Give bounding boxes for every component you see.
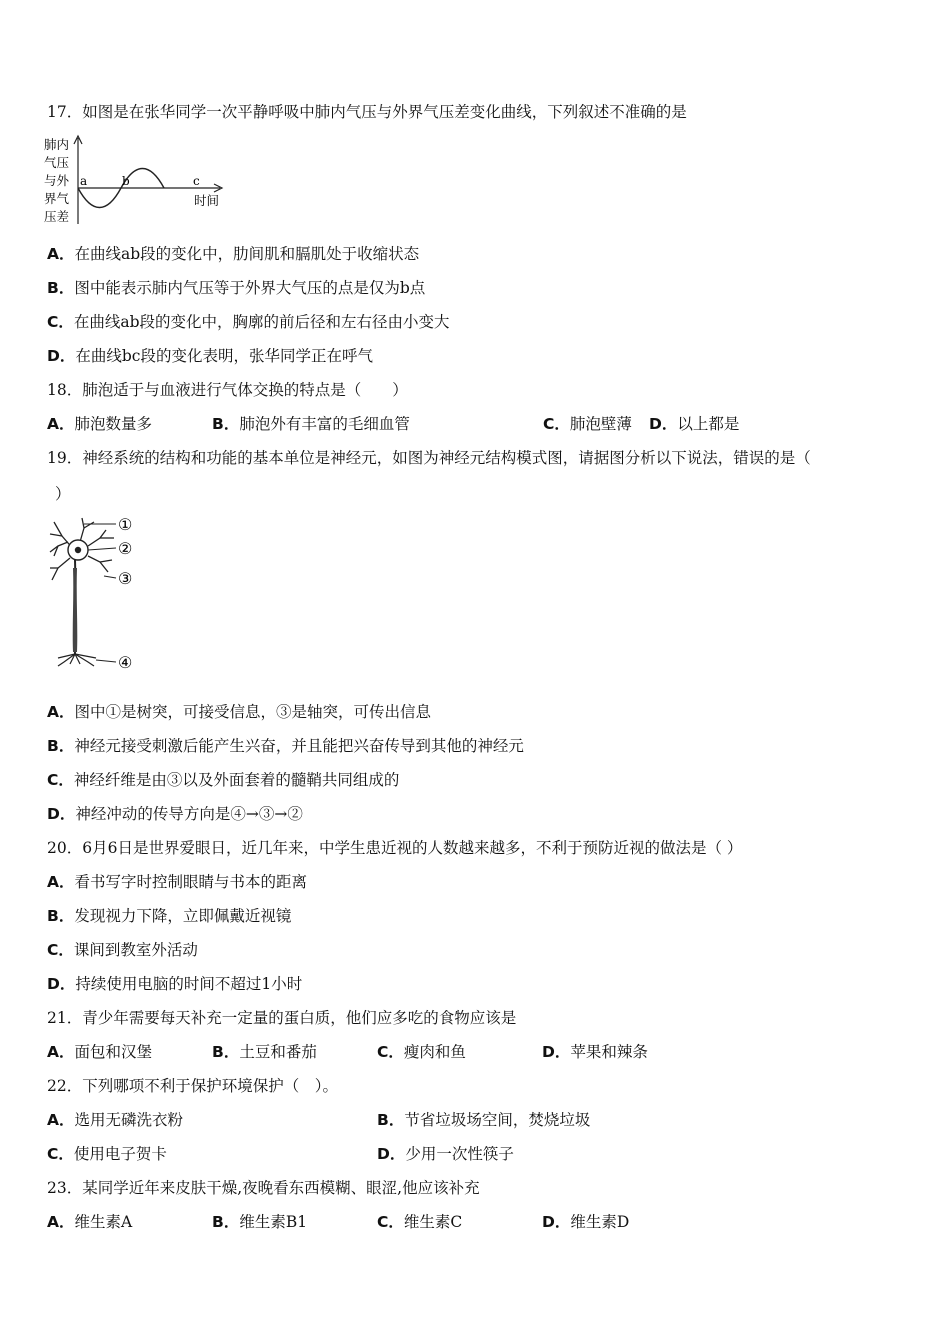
q22-options-row-2	[47, 1144, 927, 1164]
q17-option-c[interactable]	[47, 312, 450, 332]
q19-option-d-label: D．	[47, 805, 76, 823]
q21-option-a-label: A．	[47, 1043, 75, 1061]
q19-neuron-figure	[44, 512, 154, 678]
q17-option-c-text: 在曲线ab段的变化中，胸廓的前后径和左右径由小变大	[73, 313, 450, 331]
q19-option-d-text: 神经冲动的传导方向是④→③→②	[75, 805, 303, 823]
q22-option-c-label: C．	[47, 1145, 74, 1163]
neuron-label-2: ②	[118, 539, 133, 558]
q21-option-a-text: 面包和汉堡	[74, 1043, 153, 1061]
q18-option-d[interactable]	[649, 414, 739, 434]
q22-option-d-label: D．	[377, 1145, 406, 1163]
q23-option-d-text: 维生素D	[570, 1213, 630, 1231]
q21-option-c-label: C．	[377, 1043, 404, 1061]
q18-option-b-label: B．	[212, 415, 240, 433]
q19-stem-line1: 19．神经系统的结构和功能的基本单位是神经元，如图为神经元结构模式图，请据图分析以下说法，错误的是（	[47, 449, 811, 467]
q17-point-b: b	[122, 174, 130, 188]
q19-option-d[interactable]	[47, 804, 303, 824]
q22-option-b-label: B．	[377, 1111, 405, 1129]
q23-option-c-label: C．	[377, 1213, 404, 1231]
q21-options-row	[47, 1042, 927, 1062]
q19-option-a-text: 图中①是树突，可接受信息，③是轴突，可传出信息	[74, 703, 432, 721]
q19-option-c-text: 神经纤维是由③以及外面套着的髓鞘共同组成的	[73, 771, 400, 789]
q21-stem: 21．青少年需要每天补充一定量的蛋白质，他们应多吃的食物应该是	[47, 1009, 517, 1027]
q19-option-b-label: B．	[47, 737, 75, 755]
q21-option-b-label: B．	[212, 1043, 240, 1061]
q18-option-c[interactable]	[543, 414, 632, 434]
q22-option-c-text: 使用电子贺卡	[73, 1145, 167, 1163]
q18-options-row	[47, 414, 927, 434]
q23-option-a-text: 维生素A	[74, 1213, 133, 1231]
q23-stem: 23．某同学近年来皮肤干燥,夜晚看东西模糊、眼涩,他应该补充	[47, 1179, 480, 1197]
q17-pressure-curve-figure	[42, 134, 242, 228]
q22-option-a-label: A．	[47, 1111, 75, 1129]
q21-option-a[interactable]	[47, 1042, 152, 1062]
q18-option-d-label: D．	[649, 415, 678, 433]
q17-option-c-label: C．	[47, 313, 74, 331]
q19-option-b-text: 神经元接受刺激后能产生兴奋，并且能把兴奋传导到其他的神经元	[74, 737, 524, 755]
q21-option-c-text: 瘦肉和鱼	[403, 1043, 466, 1061]
q18-option-d-text: 以上都是	[677, 415, 740, 433]
q20-option-c-label: C．	[47, 941, 74, 959]
q20-option-a-text: 看书写字时控制眼睛与书本的距离	[74, 873, 308, 891]
q17-option-a-text: 在曲线ab段的变化中，肋间肌和膈肌处于收缩状态	[74, 245, 420, 263]
q18-option-a-text: 肺泡数量多	[74, 415, 153, 433]
q20-option-a-label: A．	[47, 873, 75, 891]
q23-option-c[interactable]	[377, 1212, 462, 1232]
q17-option-d[interactable]	[47, 346, 373, 366]
q20-option-c[interactable]	[47, 940, 198, 960]
q20-option-d[interactable]	[47, 974, 302, 994]
q22-option-b[interactable]	[377, 1110, 590, 1130]
q18-option-b[interactable]	[212, 414, 410, 434]
q17-option-a[interactable]	[47, 244, 419, 264]
q23-option-d[interactable]	[542, 1212, 629, 1232]
neuron-label-3: ③	[118, 569, 133, 588]
q22-stem: 22．下列哪项不利于保护环境保护（ ）。	[47, 1077, 338, 1095]
q19-option-c-label: C．	[47, 771, 74, 789]
q17-option-b-label: B．	[47, 279, 75, 297]
q17-option-a-label: A．	[47, 245, 75, 263]
q22-option-d-text: 少用一次性筷子	[405, 1145, 514, 1163]
q22-option-c[interactable]	[47, 1144, 167, 1164]
q18-stem: 18．肺泡适于与血液进行气体交换的特点是（ ）	[47, 381, 408, 399]
neuron-label-4: ④	[118, 653, 133, 672]
q18-option-a[interactable]	[47, 414, 152, 434]
neuron-nucleus	[75, 547, 81, 553]
q23-option-c-text: 维生素C	[403, 1213, 463, 1231]
q19-option-a[interactable]	[47, 702, 431, 722]
q19-option-c[interactable]	[47, 770, 399, 790]
q17-ylabel-1: 肺内	[44, 137, 70, 152]
q23-option-a-label: A．	[47, 1213, 75, 1231]
q22-option-b-text: 节省垃圾场空间，焚烧垃圾	[404, 1111, 591, 1129]
q22-option-a-text: 选用无磷洗衣粉	[74, 1111, 184, 1129]
q17-option-b-text: 图中能表示肺内气压等于外界大气压的点是仅为b点	[74, 279, 426, 297]
q23-options-row	[47, 1212, 927, 1232]
neuron-axon-terminals	[58, 654, 96, 666]
q23-option-b-label: B．	[212, 1213, 240, 1231]
q17-ylabel-2: 气压	[44, 155, 70, 170]
q18-option-c-text: 肺泡壁薄	[569, 415, 632, 433]
q19-stem-line2: ）	[55, 485, 71, 503]
q17-stem: 17．如图是在张华同学一次平静呼吸中肺内气压与外界气压差变化曲线，下列叙述不准确的是	[47, 103, 687, 121]
q18-option-a-label: A．	[47, 415, 75, 433]
q19-option-b[interactable]	[47, 736, 524, 756]
q20-option-a[interactable]	[47, 872, 307, 892]
q21-option-d-text: 苹果和辣条	[570, 1043, 648, 1061]
q23-option-d-label: D．	[542, 1213, 571, 1231]
q23-option-b[interactable]	[212, 1212, 307, 1232]
q17-point-c: c	[193, 174, 200, 188]
q17-option-d-label: D．	[47, 347, 76, 365]
q21-option-d-label: D．	[542, 1043, 571, 1061]
q21-option-b-text: 土豆和番茄	[239, 1043, 317, 1061]
neuron-label-1: ①	[118, 515, 133, 534]
q17-option-b[interactable]	[47, 278, 425, 298]
q20-option-b-text: 发现视力下降，立即佩戴近视镜	[74, 907, 292, 925]
q17-point-a: a	[80, 174, 88, 188]
q17-option-d-text: 在曲线bc段的变化表明，张华同学正在呼气	[75, 347, 373, 365]
q22-option-a[interactable]	[47, 1110, 183, 1130]
q20-stem: 20．6月6日是世界爱眼日，近几年来，中学生患近视的人数越来越多，不利于预防近视的做法是（ ）	[47, 839, 743, 857]
q17-ylabel-3: 与外	[44, 173, 70, 188]
q20-option-b-label: B．	[47, 907, 75, 925]
q17-xlabel: 时间	[194, 193, 220, 208]
q20-option-b[interactable]	[47, 906, 291, 926]
q17-ylabel-4: 界气	[44, 191, 70, 206]
neuron-myelin-sheath	[73, 568, 78, 652]
q22-options-row-1	[47, 1110, 927, 1130]
q19-option-a-label: A．	[47, 703, 75, 721]
q23-option-a[interactable]	[47, 1212, 132, 1232]
q21-option-c[interactable]	[377, 1042, 466, 1062]
q18-option-c-label: C．	[543, 415, 570, 433]
q21-option-b[interactable]	[212, 1042, 317, 1062]
q21-option-d[interactable]	[542, 1042, 648, 1062]
q23-option-b-text: 维生素B1	[239, 1213, 308, 1231]
q22-option-d[interactable]	[377, 1144, 514, 1164]
q20-option-c-text: 课间到教室外活动	[73, 941, 198, 959]
q18-option-b-text: 肺泡外有丰富的毛细血管	[239, 415, 410, 433]
q20-option-d-text: 持续使用电脑的时间不超过1小时	[75, 975, 303, 993]
q20-option-d-label: D．	[47, 975, 76, 993]
q17-ylabel-5: 压差	[44, 209, 70, 224]
